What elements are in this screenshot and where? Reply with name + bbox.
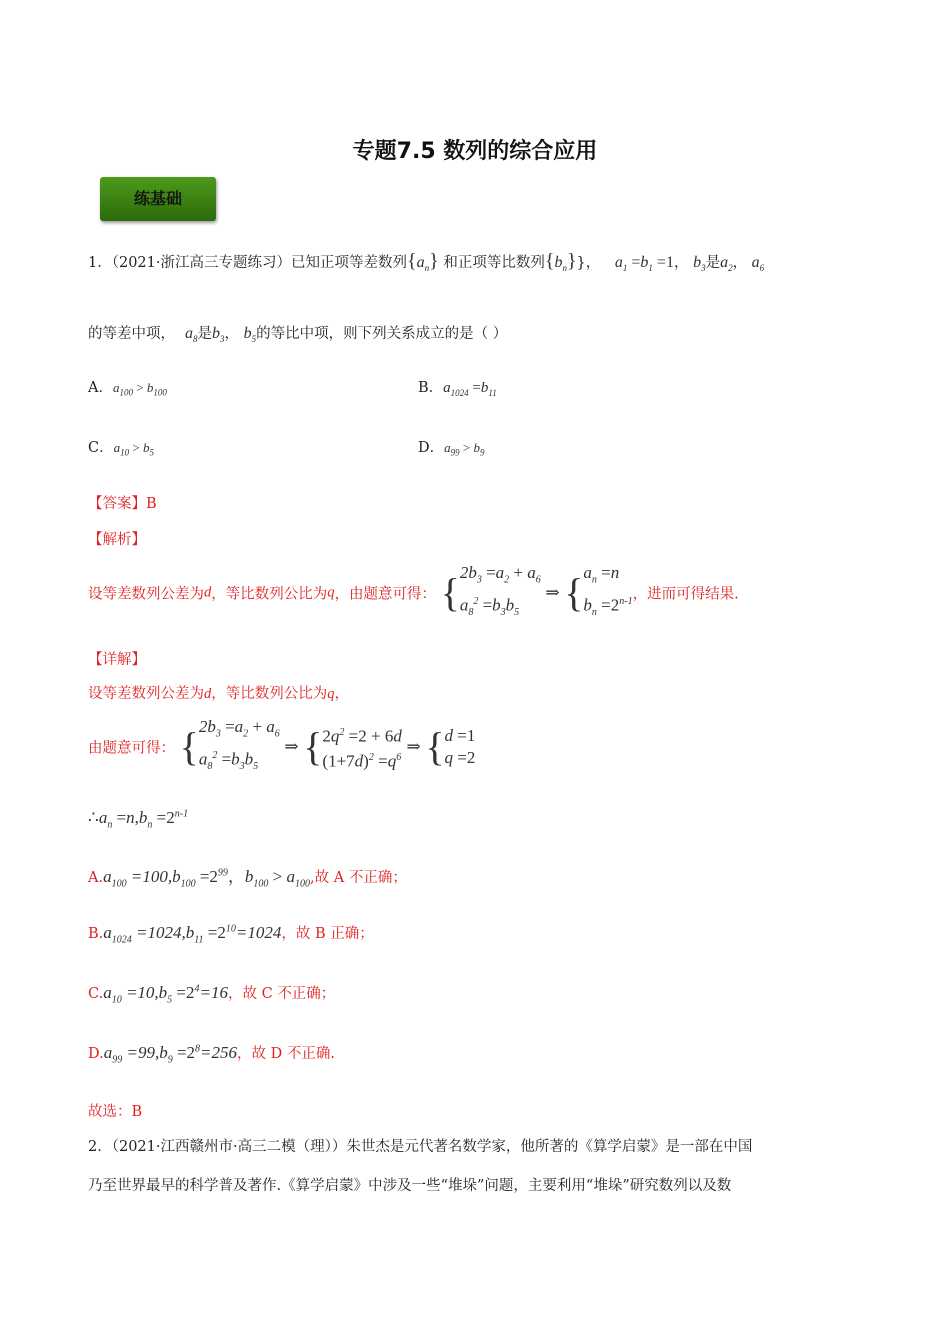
question-source: （2021·浙江高三专题练习）	[111, 255, 291, 271]
option-c[interactable]: C．$a_{10} > b_5$	[88, 440, 154, 458]
verify-d: $D.a_{99} =99,b_9 =2^8=256$，故 D 不正确.	[88, 1043, 335, 1066]
question-1-stem: 1．（2021·浙江高三专题练习）已知正项等差数列$\{a_n\}$ 和正项等比数列$\{b_n\}$}， $a_1 =b_1 =1$， $b_3$是$a_2$， $a_6$	[88, 250, 765, 274]
question-1-stem-cont: 的等差中项， $a_8$是$b_3$， $b_5$的等比中项，则下列关系成立的是（ ）	[88, 325, 508, 345]
option-d[interactable]: D．$a_{99} > b_9$	[418, 440, 485, 458]
option-b[interactable]: B．$a_{1024} =b_{11}$	[418, 380, 497, 398]
verify-b: $B.a_{1024} =1024,b_{11} =2^{10}=1024$，故 B 正确；	[88, 923, 374, 946]
analysis-text: 设等差数列公差为d，等比数列公比为q，由题意可得： {$2b_3 =a_2 + a_6$ $a_8^2 =b_3b_5$ ⇒ {$a_n =n$ $b_n =2^{n-1}$，进而可得结果.	[88, 562, 739, 624]
therefore-line: $\therefore a_n =n,b_n =2^{n-1}$	[88, 808, 189, 831]
option-a-expr: $a_{100} > b_{100}$	[112, 380, 167, 398]
question-number: 2．	[88, 1139, 112, 1155]
option-b-expr: $a_{1024} =b_{11}$	[443, 380, 497, 398]
detail-label: 【详解】	[88, 652, 146, 668]
question-2-line-1: 2．（2021·江西赣州市·高三二模（理））朱世杰是元代著名数学家，他所著的《算学启蒙》是一部在中国	[88, 1139, 753, 1155]
option-c-expr: $a_{10} > b_5$	[113, 440, 154, 458]
question-number: 1．	[88, 255, 112, 271]
question-2-line-2: 乃至世界最早的科学普及著作.《算学启蒙》中涉及一些“堆垛”问题，主要利用“堆垛”研究数列以及数	[88, 1178, 732, 1194]
page-title: 专题7.5 数列的综合应用	[352, 139, 598, 164]
choose-line: 故选：B	[88, 1104, 143, 1120]
detail-line-2: 由题意可得： {$2b_3 =a_2 + a_6$ $a_8^2 =b_3b_5$ ⇒ {$2q^2 =2 + 6d$ $(1+7d)^2 =q^6$ ⇒ {d =1 q =2	[88, 716, 475, 778]
detail-system-1: $2b_3 =a_2 + a_6$ $a_8^2 =b_3b_5$	[198, 717, 280, 773]
math-init: $a_1 =b_1 =1$	[614, 254, 674, 274]
analysis-system-2: $a_n =n$ $b_n =2^{n-1}$	[583, 563, 633, 619]
detail-line-1: 设等差数列公差为d，等比数列公比为q，	[88, 686, 349, 702]
verify-a: $A.a_{100} =100,b_{100} =2^{99}$，$b_{100} > a_{100}$,故 A 不正确；	[88, 867, 407, 890]
answer: 【答案】B	[88, 496, 157, 512]
math-seq-a: $\{a_n\}$	[407, 250, 439, 274]
analysis-system-1: $2b_3 =a_2 + a_6$ $a_8^2 =b_3b_5$	[459, 563, 541, 619]
therefore-expr: $a_n =n,b_n =2^{n-1}$	[98, 808, 189, 831]
answer-value: B	[146, 496, 157, 512]
analysis-label: 【解析】	[88, 532, 146, 548]
section-badge: 练基础	[100, 177, 216, 221]
option-d-expr: $a_{99} > b_9$	[444, 440, 485, 458]
option-a[interactable]: A．$a_{100} > b_{100}$	[88, 380, 167, 398]
verify-c: $C.a_{10} =10,b_5 =2^4=16$，故 C 不正确；	[88, 983, 336, 1006]
detail-system-3: d =1 q =2	[444, 726, 476, 768]
math-seq-b: $\{b_n\}$	[544, 250, 577, 274]
detail-system-2: $2q^2 =2 + 6d$ $(1+7d)^2 =q^6$	[322, 726, 402, 771]
